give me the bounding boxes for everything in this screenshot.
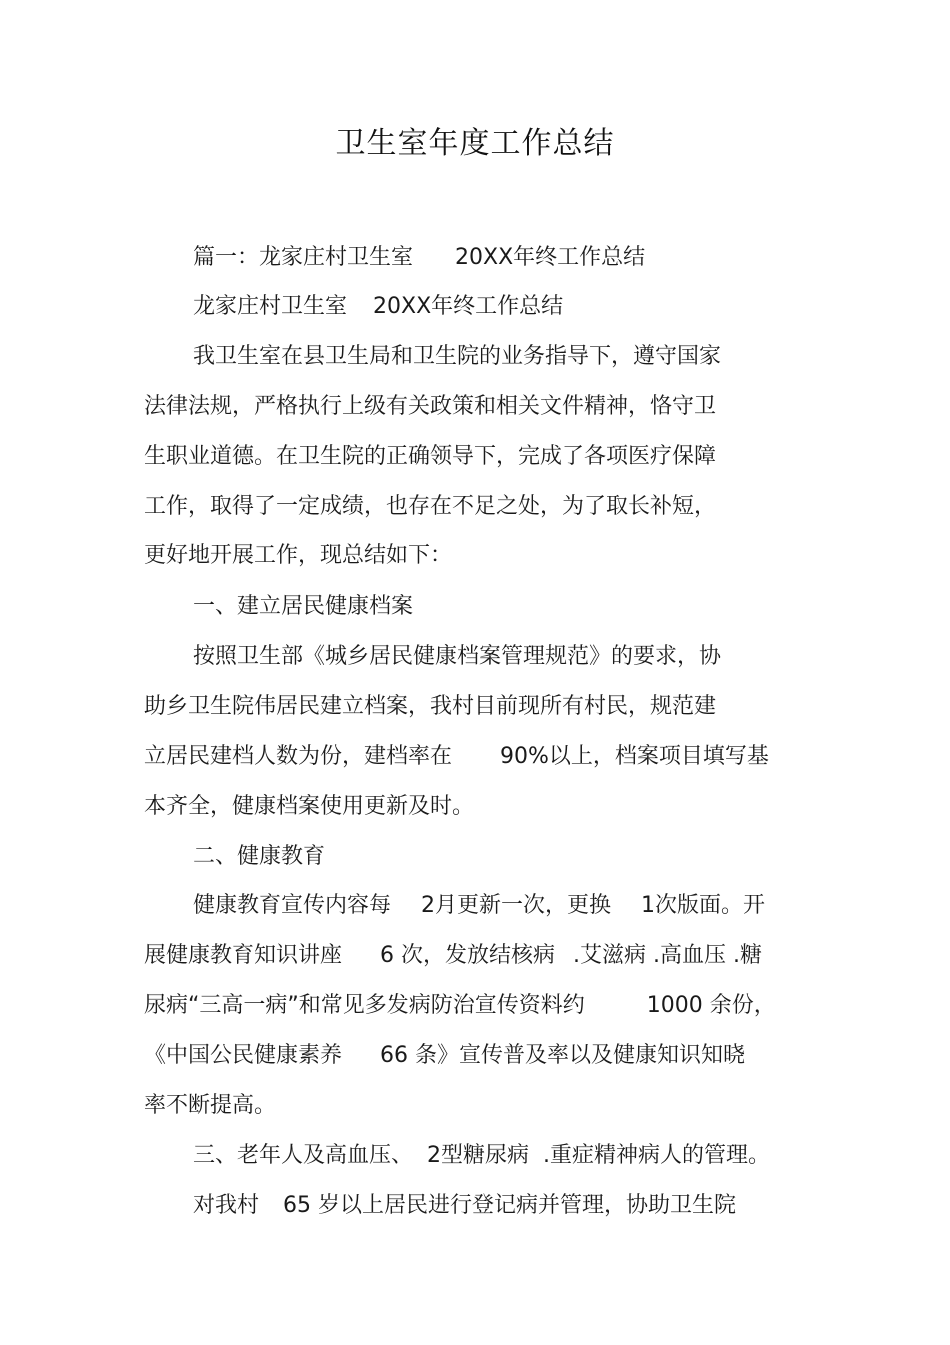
subheading	[193, 292, 563, 322]
paragraph-line: 法律法规，严格执行上级有关政策和相关文件精神，恪守卫	[144, 394, 717, 419]
paragraph-line: 按照卫生部《城乡居民健康档案管理规范》的要求，协	[193, 644, 722, 669]
text-segment: 1次版面。开	[641, 893, 766, 918]
section-heading: 一、建立居民健康档案	[193, 594, 414, 619]
paragraph-line: 工作，取得了一定成绩，也存在不足之处，为了取长补短，	[144, 494, 717, 519]
text-segment: 2型糖尿病	[427, 1143, 530, 1168]
paragraph-line	[144, 941, 762, 971]
paragraph-line: 更好地开展工作，现总结如下：	[144, 543, 453, 568]
text-segment: 1000 余份，	[646, 993, 776, 1018]
text-segment: 66 条》宣传普及率以及健康知识知晓	[380, 1043, 746, 1068]
text-segment: 《中国公民健康素养	[144, 1043, 343, 1068]
text-segment: 健康教育宣传内容每	[193, 893, 392, 918]
paragraph-line: 助乡卫生院伟居民建立档案，我村目前现所有村民，规范建	[144, 694, 717, 719]
text-segment: 三、老年人及高血压、	[193, 1143, 414, 1168]
text-segment: 龙家庄村卫生室	[193, 294, 348, 319]
document-title: 卫生室年度工作总结	[335, 126, 615, 161]
paragraph-line: 生职业道德。在卫生院的正确领导下，完成了各项医疗保障	[144, 444, 717, 469]
text-segment: 篇一：龙家庄村卫生室	[193, 245, 414, 270]
text-segment: 90%以上，档案项目填写基	[500, 744, 769, 769]
paragraph-line	[144, 742, 769, 772]
text-segment: .重症精神病人的管理。	[543, 1143, 771, 1168]
paragraph-line	[193, 891, 765, 921]
paragraph-line: 率不断提高。	[144, 1093, 277, 1118]
section-heading	[193, 1141, 770, 1171]
text-segment: 立居民建档人数为份，建档率在	[144, 744, 453, 769]
text-segment: 展健康教育知识讲座	[144, 943, 343, 968]
text-segment: 6 次，发放结核病	[380, 943, 556, 968]
text-segment: 尿病“三高一病”和常见多发病防治宣传资料约	[144, 993, 585, 1018]
paragraph-line	[144, 991, 776, 1021]
text-segment: .艾滋病 .高血压 .糖	[573, 943, 762, 968]
text-segment: 65 岁以上居民进行登记病并管理，协助卫生院	[283, 1193, 737, 1218]
text-segment: 2月更新一次，更换	[421, 893, 612, 918]
text-segment: 对我村	[193, 1193, 260, 1218]
section-heading	[193, 243, 645, 273]
paragraph-line	[144, 1041, 745, 1071]
paragraph-line: 本齐全，健康档案使用更新及时。	[144, 794, 475, 819]
text-segment: 20XX年终工作总结	[373, 294, 564, 319]
paragraph-line	[193, 1191, 736, 1221]
paragraph-line: 我卫生室在县卫生局和卫生院的业务指导下，遵守国家	[193, 344, 722, 369]
text-segment: 20XX年终工作总结	[455, 245, 646, 270]
section-heading: 二、健康教育	[193, 844, 326, 869]
